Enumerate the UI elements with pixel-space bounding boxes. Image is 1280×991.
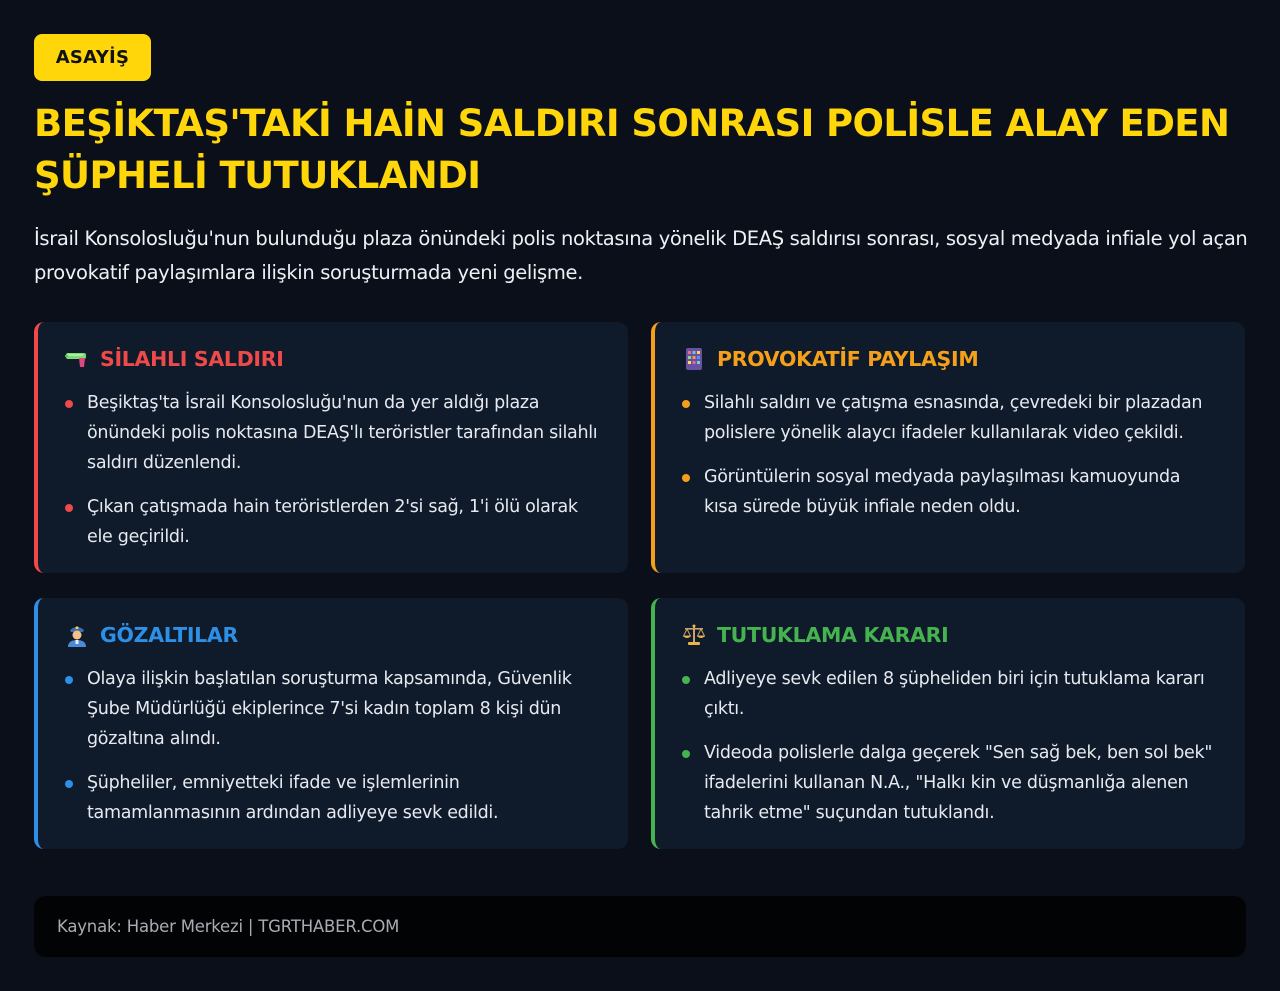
card-header xyxy=(64,344,602,374)
card-title: TUTUKLAMA KARARI xyxy=(717,623,949,647)
card-title: GÖZALTILAR xyxy=(100,623,238,647)
card-header xyxy=(64,620,602,650)
list-item: Görüntülerin sosyal medyada paylaşılması kamuoyunda kısa sürede büyük infiale neden oldu. xyxy=(681,462,1219,522)
card-silahli-saldiri xyxy=(34,322,628,573)
mobile-phone-icon xyxy=(681,347,707,371)
card-title: PROVOKATİF PAYLAŞIM xyxy=(717,347,979,371)
lead-paragraph: İsrail Konsolosluğu'nun bulunduğu plaza önündeki polis noktasına yönelik DEAŞ saldırısı sonrası, sosyal medyada infiale yol açan provokatif paylaşımlara ilişkin soruşturmada yeni gelişme. xyxy=(34,227,1248,284)
card-title: SİLAHLI SALDIRI xyxy=(100,347,284,371)
card-gozaltilar xyxy=(34,598,628,849)
source-text: Kaynak: Haber Merkezi | TGRTHABER.COM xyxy=(57,917,400,936)
list-item: Silahlı saldırı ve çatışma esnasında, çevredeki bir plazadan polislere yönelik alaycı ifadeler kullanılarak video çekildi. xyxy=(681,388,1219,448)
card-provokatif-paylasim xyxy=(651,322,1245,573)
source-footer xyxy=(34,896,1246,957)
card-list xyxy=(64,664,602,828)
card-list xyxy=(681,664,1219,828)
card-list xyxy=(64,388,602,552)
card-header xyxy=(681,620,1219,650)
list-item: Şüpheliler, emniyetteki ifade ve işlemlerinin tamamlanmasının ardından adliyeye sevk edildi. xyxy=(64,768,602,828)
balance-scale-icon xyxy=(681,623,707,647)
water-pistol-icon xyxy=(64,347,90,371)
category-badge: ASAYİŞ xyxy=(34,34,151,81)
list-item: Çıkan çatışmada hain teröristlerden 2'si sağ, 1'i ölü olarak ele geçirildi. xyxy=(64,492,602,552)
card-header xyxy=(681,344,1219,374)
card-list xyxy=(681,388,1219,522)
police-officer-icon xyxy=(64,623,90,647)
list-item: Videoda polislerle dalga geçerek "Sen sağ bek, ben sol bek" ifadelerini kullanan N.A., "Halkı kin ve düşmanlığa alenen tahrik etme" suçundan tutuklandı. xyxy=(681,738,1219,828)
headline: BEŞİKTAŞ'TAKİ HAİN SALDIRI SONRASI POLİSLE ALAY EDEN ŞÜPHELİ TUTUKLANDI xyxy=(34,102,1230,197)
list-item: Adliyeye sevk edilen 8 şüpheliden biri için tutuklama kararı çıktı. xyxy=(681,664,1219,724)
list-item: Olaya ilişkin başlatılan soruşturma kapsamında, Güvenlik Şube Müdürlüğü ekiplerince 7'si kadın toplam 8 kişi dün gözaltına alındı. xyxy=(64,664,602,754)
list-item: Beşiktaş'ta İsrail Konsolosluğu'nun da yer aldığı plaza önündeki polis noktasına DEAŞ'lı teröristler tarafından silahlı saldırı düzenlendi. xyxy=(64,388,602,478)
card-tutuklama-karari xyxy=(651,598,1245,849)
